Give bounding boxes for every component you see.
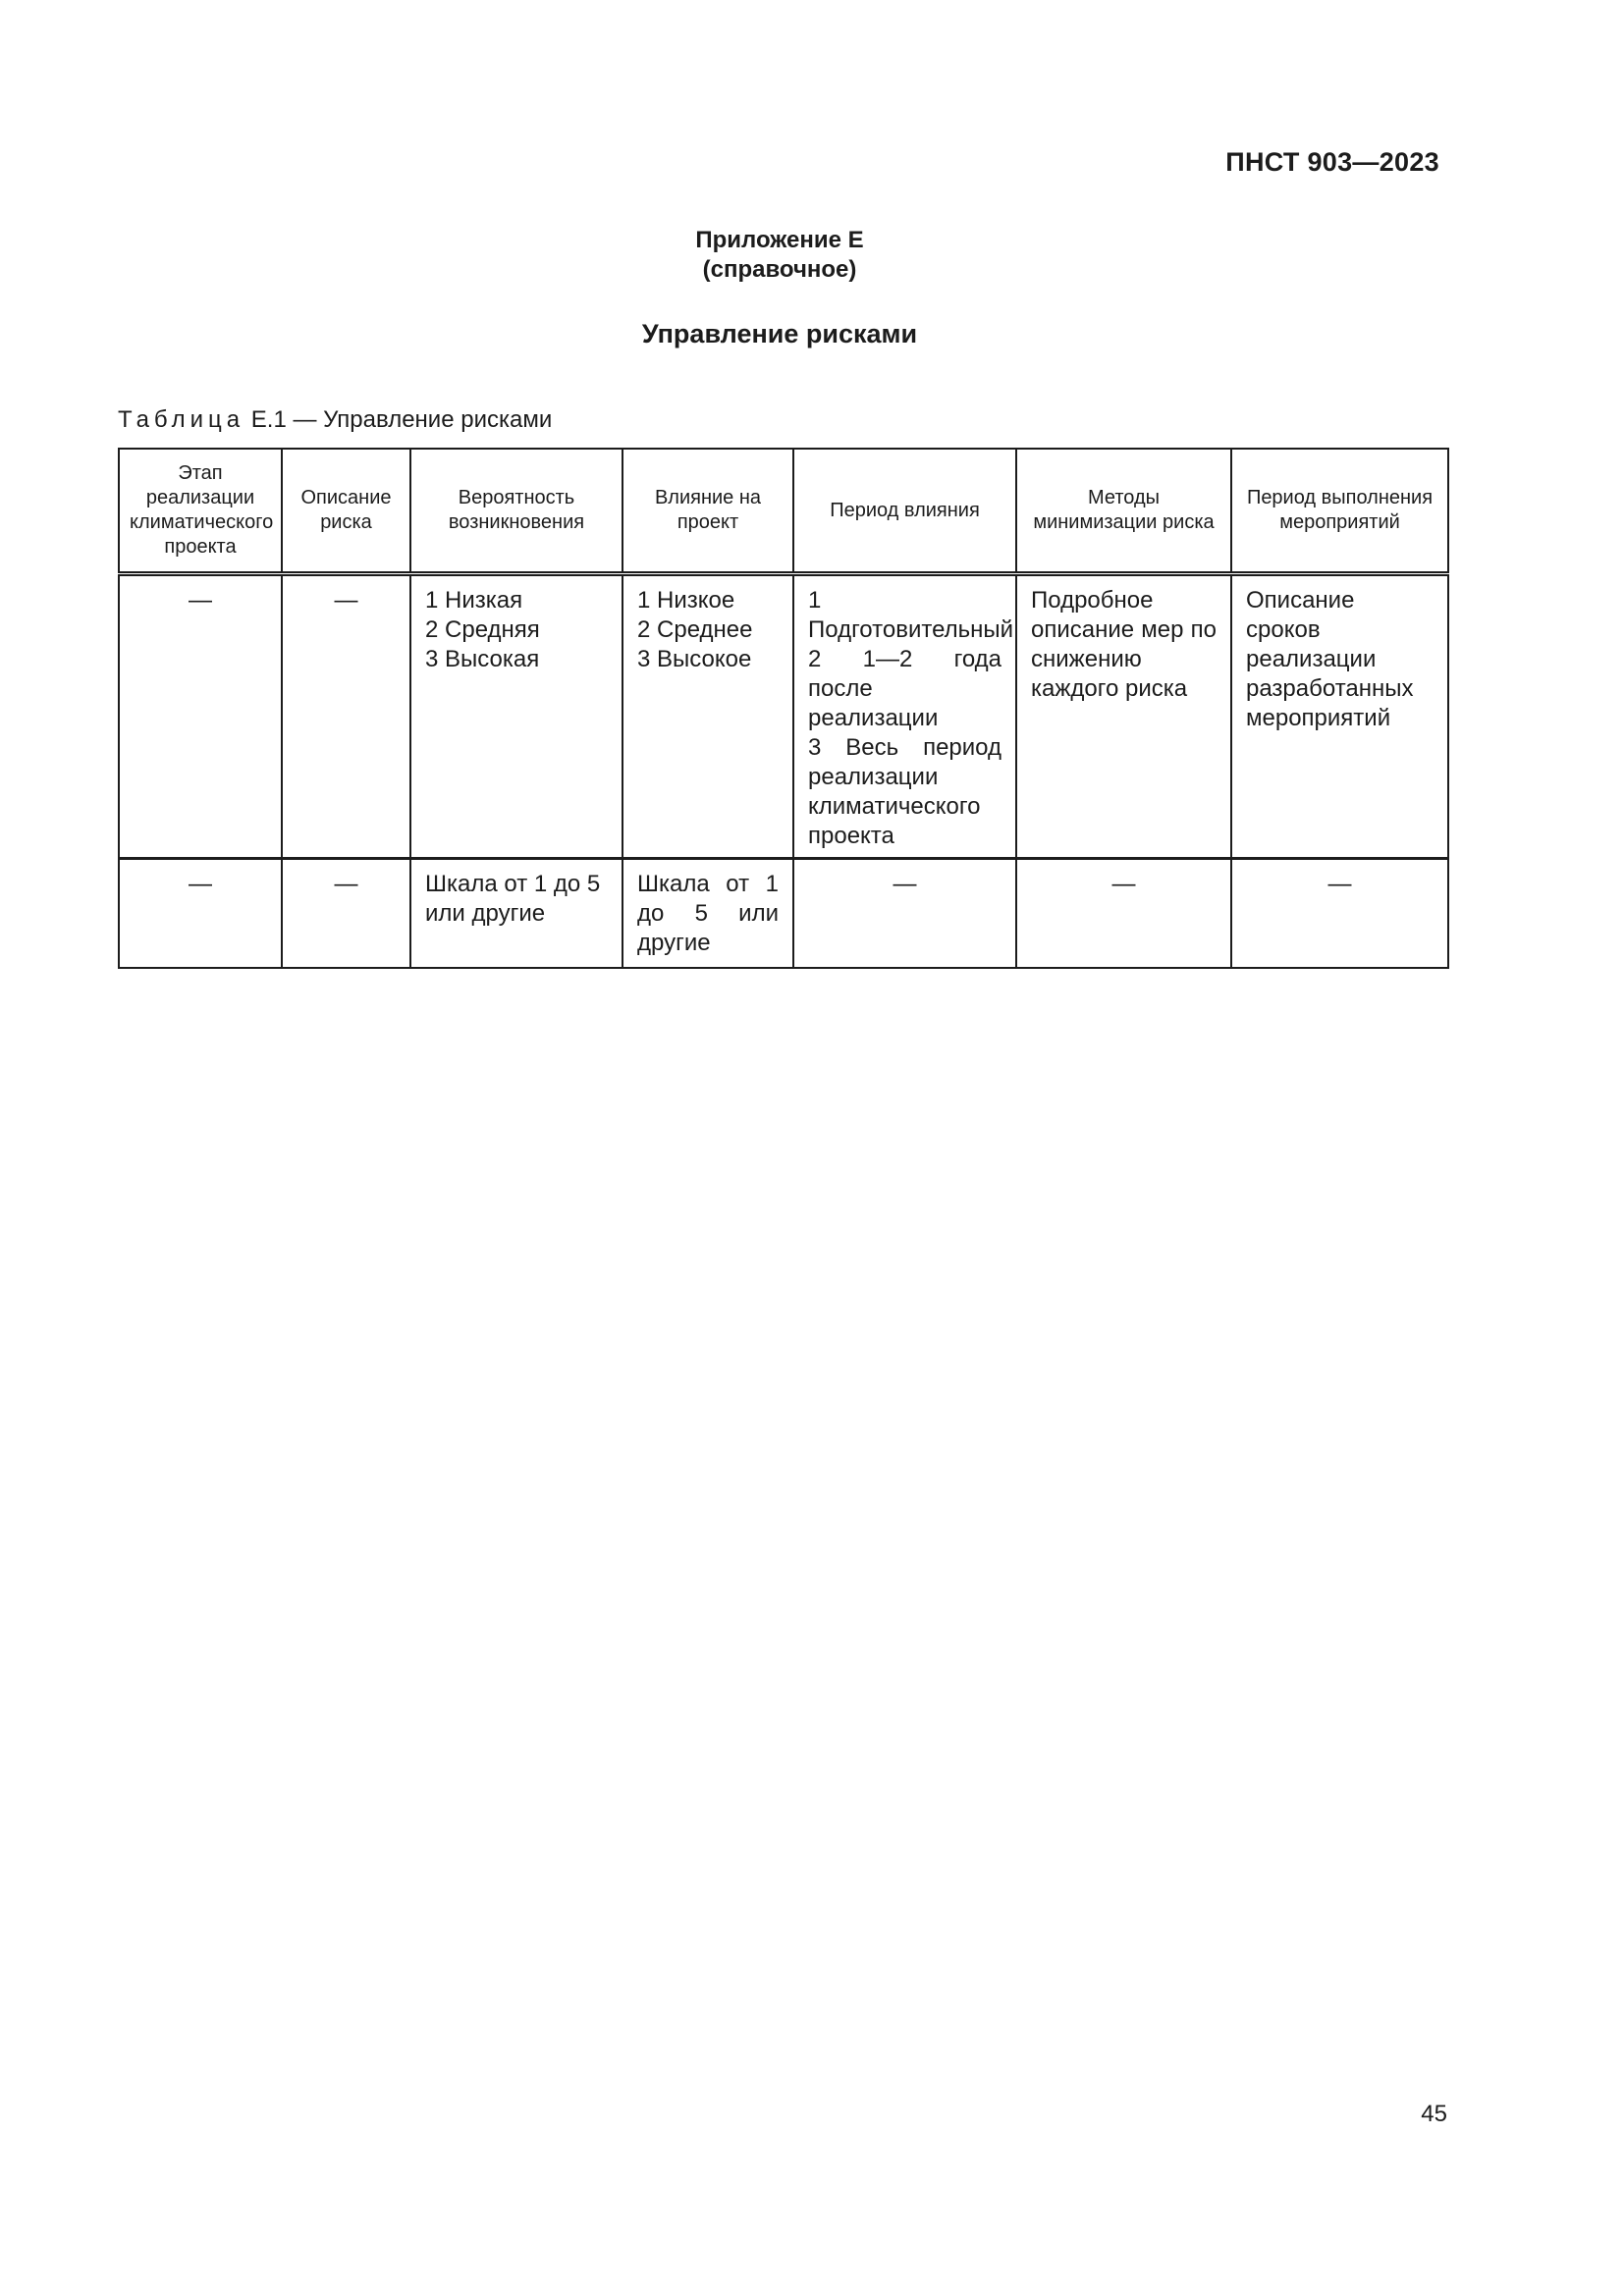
impact-level: 3 Высокое (637, 646, 752, 672)
period-option: 1 Подготовительный (808, 587, 1014, 643)
cell-stage: — (119, 859, 282, 969)
cell-methods: — (1016, 859, 1231, 969)
header-period: Период влияния (793, 449, 1016, 574)
cell-impact (623, 574, 793, 859)
appendix-heading (0, 226, 1559, 285)
probability-level: 2 Средняя (425, 616, 540, 643)
appendix-subtitle: (справочное) (702, 256, 857, 283)
impact-level: 2 Среднее (637, 616, 753, 643)
cell-probability: Шкала от 1 до 5 или другие (410, 859, 623, 969)
header-description: Описание риска (282, 449, 410, 574)
cell-impact: Шкала от 1 до 5 или другие (623, 859, 793, 969)
cell-execution-period: Описание сроков реализации разработанных мероприятий (1231, 574, 1448, 859)
period-option: 2 1—2 года после реализации (808, 646, 1001, 731)
cell-stage: — (119, 574, 282, 859)
header-methods: Методы минимизации риска (1016, 449, 1231, 574)
cell-description: — (282, 574, 410, 859)
document-code: ПНСТ 903—2023 (1225, 147, 1439, 177)
header-probability: Вероятность возникновения (410, 449, 623, 574)
cell-methods: Подробное описание мер по снижению каждого риска (1016, 574, 1231, 859)
table-row (119, 859, 1448, 969)
page-number: 45 (1421, 2101, 1447, 2127)
impact-level: 1 Низкое (637, 587, 735, 614)
cell-probability (410, 574, 623, 859)
period-option: 3 Весь период реализации климатического проекта (808, 734, 1001, 849)
header-stage: Этап реализации климатического проекта (119, 449, 282, 574)
table-caption-number: Е.1 — Управление рисками (250, 406, 553, 433)
cell-period (793, 574, 1016, 859)
header-impact: Влияние на проект (623, 449, 793, 574)
probability-level: 3 Высокая (425, 646, 540, 672)
table-caption (118, 406, 552, 434)
cell-execution-period: — (1231, 859, 1448, 969)
table-row (119, 574, 1448, 859)
probability-level: 1 Низкая (425, 587, 523, 614)
table-caption-prefix: Таблица (118, 406, 245, 433)
table-header-row (119, 449, 1448, 574)
section-title: Управление рисками (641, 319, 918, 348)
cell-period: — (793, 859, 1016, 969)
cell-description: — (282, 859, 410, 969)
risk-management-table (118, 448, 1449, 969)
appendix-title: Приложение Е (695, 227, 864, 253)
header-execution-period: Период выполнения мероприятий (1231, 449, 1448, 574)
